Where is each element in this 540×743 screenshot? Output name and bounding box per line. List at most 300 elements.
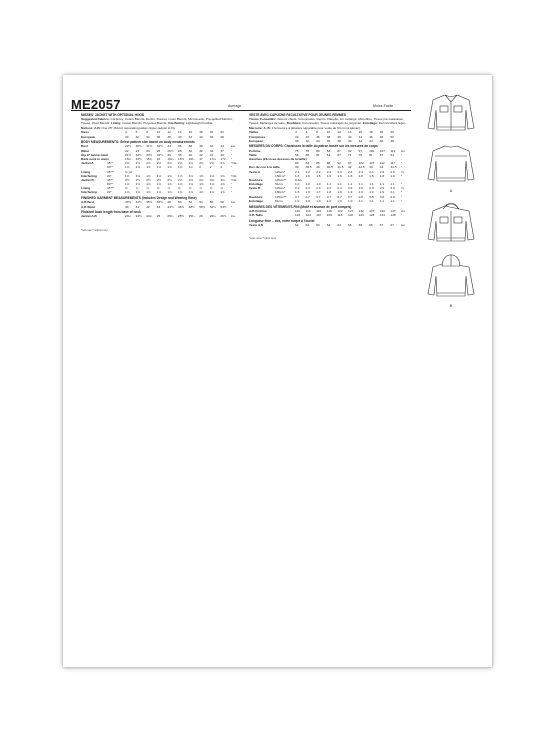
- cell-value: 0.7: [337, 194, 342, 199]
- cell-value: ": [231, 204, 233, 209]
- fabric-width: 150cm*: [275, 190, 286, 195]
- en-fabrics: Suggested Fabrics: Corduroy, Cotton Blends, Denim, Flannel, Linen Blends, Microsuede, Pre-quilted Fabrics, Tweed, Wool Blends. Lining: Cotton Blends, Polyester Blends. Interfacing: Lightweight Fusible.: [81, 116, 233, 125]
- cell-value: 25: [156, 148, 161, 153]
- cell-value: 26: [199, 214, 203, 219]
- cell-value: 16¾: [188, 156, 195, 161]
- cell-value: 1.7: [316, 190, 321, 195]
- cell-value: 34: [209, 148, 214, 153]
- pattern-sheet: [63, 75, 492, 667]
- cell-value: 14: [178, 130, 182, 135]
- cell-value: 81: [369, 152, 373, 157]
- cell-value: 2: [220, 165, 223, 170]
- cell-value: 26¼: [209, 214, 216, 219]
- cell-value: 25¼: [167, 214, 174, 219]
- cell-value: 45½: [146, 200, 153, 205]
- cell-value: 127: [348, 208, 354, 213]
- row-label: Tailles: [249, 130, 259, 135]
- pattern-number: ME2057: [71, 97, 121, 112]
- cell-value: 8: [146, 130, 148, 135]
- cell-value: 1⅝: [209, 173, 215, 178]
- length-row: [249, 223, 409, 227]
- cell-value: 1.6: [326, 173, 332, 178]
- row-label: Lining: [81, 186, 91, 191]
- cell-value: 1.6: [305, 190, 310, 195]
- cell-value: 62: [305, 222, 310, 227]
- fabric-width: 20": [107, 173, 112, 178]
- cell-value: 1.8: [358, 173, 363, 178]
- cell-value: 1.6: [295, 190, 300, 195]
- cell-value: 1.1: [337, 182, 342, 187]
- cell-value: 62: [295, 222, 299, 227]
- cell-value: 39: [295, 165, 299, 170]
- cell-value: 2⅝: [178, 177, 183, 182]
- row-label: Européen: [249, 138, 264, 143]
- cell-value: 1⅝: [167, 173, 172, 178]
- cell-value: 102: [295, 212, 301, 217]
- cell-value: 32: [199, 148, 203, 153]
- cell-value: 2⅝: [178, 161, 183, 166]
- row-label: A,B Taille: [249, 212, 263, 217]
- cell-value: 15¾: [146, 156, 153, 161]
- cell-value: ": [231, 186, 233, 191]
- cell-value: 1⅝: [125, 190, 130, 195]
- en-finished-table: [81, 200, 239, 208]
- cell-value: 20: [379, 130, 384, 135]
- cell-value: 2.6: [390, 169, 395, 174]
- cell-value: 102: [358, 161, 364, 166]
- row-label: European: [81, 134, 96, 139]
- row-label: Hip 9" below waist: [81, 152, 109, 157]
- cell-value: 3.0: [390, 186, 395, 191]
- cell-value: 63: [316, 222, 320, 227]
- row-label: Back neck to waist: [81, 156, 109, 161]
- cell-value: 43½: [125, 200, 132, 205]
- row-label: Doublure: [249, 194, 263, 199]
- cell-value: Yds.: [231, 173, 238, 178]
- row-label: A,B Waist: [81, 204, 96, 209]
- cell-value: 137: [369, 208, 375, 213]
- cell-value: 36: [167, 152, 171, 157]
- fabric-width: 150cm*: [275, 173, 286, 178]
- row-label: Jacket A,B: [81, 214, 97, 219]
- cell-value: 88: [326, 161, 331, 166]
- cell-value: 0.7: [305, 194, 310, 199]
- cell-value: cm: [401, 222, 406, 227]
- cell-value: 46½: [178, 204, 185, 209]
- cell-value: ⅝: [220, 186, 223, 191]
- cell-value: 40: [125, 204, 129, 209]
- row-label: Interfacing: [81, 190, 97, 195]
- cell-value: 83: [305, 161, 310, 166]
- cell-value: 2.9: [348, 186, 353, 191]
- interfacing-row: [249, 199, 409, 203]
- cell-value: ⅝: [209, 186, 213, 191]
- cell-value: 40: [178, 134, 182, 139]
- cell-value: 38: [337, 138, 341, 143]
- cell-value: 44: [379, 165, 384, 170]
- cell-value: 34: [167, 144, 171, 149]
- cell-value: 1⅝: [199, 190, 204, 195]
- cell-value: 1⅝: [146, 190, 151, 195]
- cell-value: 0.8: [390, 194, 395, 199]
- cell-value: 18: [369, 130, 373, 135]
- cell-value: 1.0: [305, 198, 310, 203]
- cell-value: 44: [220, 144, 224, 149]
- cell-value: 1⅝: [135, 190, 140, 195]
- cell-value: 1.0: [348, 198, 353, 203]
- technical-drawings: [425, 92, 477, 314]
- cell-value: 30: [188, 148, 193, 153]
- cell-value: 118: [326, 208, 332, 213]
- cell-value: 83: [326, 148, 331, 153]
- cell-value: ⅝: [167, 186, 170, 191]
- row-label: Sizes: [81, 130, 89, 135]
- cell-value: ": [401, 152, 403, 157]
- cell-value: 1.1: [390, 182, 395, 187]
- cell-value: 36: [326, 138, 331, 143]
- cell-value: 2½: [135, 177, 140, 182]
- cell-value: 54: [199, 200, 203, 205]
- cell-value: ": [231, 190, 233, 195]
- jacket-a-back-drawing: [425, 143, 477, 193]
- cell-value: 97: [358, 148, 363, 153]
- cell-value: 52½: [209, 204, 216, 209]
- cell-value: 16: [358, 130, 363, 135]
- cell-value: 64: [337, 222, 341, 227]
- cell-value: 17: [199, 156, 203, 161]
- cell-value: 58: [305, 152, 310, 157]
- cell-value: 2.1: [390, 190, 395, 195]
- cell-value: 112: [379, 161, 385, 166]
- cell-value: 42: [348, 134, 352, 139]
- cell-value: 1⅝: [199, 182, 204, 187]
- cell-value: 36: [156, 134, 161, 139]
- cell-value: ins.: [231, 214, 236, 219]
- cell-value: 2½: [146, 177, 151, 182]
- row-label: Doublure: [249, 177, 263, 182]
- cell-value: 44: [369, 138, 373, 143]
- row-label: Entoilage: [249, 198, 263, 203]
- cell-value: 6: [305, 130, 308, 135]
- cell-value: ⅝: [146, 186, 149, 191]
- cell-value: m: [401, 169, 404, 174]
- cell-value: 1.8: [369, 173, 374, 178]
- row-label: Dos du cou à la taille: [249, 165, 280, 170]
- cell-value: 1⅝: [199, 173, 204, 178]
- row-label: Françaises: [249, 134, 266, 139]
- cell-value: 0.7: [295, 194, 300, 199]
- cell-value: 1.1: [358, 198, 363, 203]
- cell-value: 34: [316, 138, 320, 143]
- cell-value: ": [401, 212, 403, 217]
- fabric-width: 60"*: [107, 182, 113, 187]
- cell-value: 2.1: [295, 169, 300, 174]
- row-label: Taille: [249, 152, 257, 157]
- fit-level-fr: Moins Facile: [373, 104, 394, 108]
- cell-value: 54½: [220, 204, 227, 209]
- cell-value: 1⅝: [135, 182, 140, 187]
- cell-value: 1⅝: [135, 173, 140, 178]
- cell-value: 10: [326, 130, 331, 135]
- cell-value: ": [231, 152, 233, 157]
- cell-value: 22: [125, 148, 129, 153]
- cell-value: ": [401, 182, 403, 187]
- cell-value: 22: [220, 130, 224, 135]
- cell-value: 32½: [156, 144, 163, 149]
- cell-value: 26½: [167, 148, 174, 153]
- cell-value: cm: [401, 148, 406, 153]
- fabric-width: 45"**: [107, 186, 114, 191]
- cell-value: 15½: [135, 156, 142, 161]
- cell-value: 29½: [125, 144, 132, 149]
- fr-body-heading: MESURES DU CORPS: Choisissez la taille du patron basée sur les mesures du corps: [249, 144, 378, 149]
- cell-value: 65: [348, 222, 352, 227]
- cell-value: 20: [209, 130, 214, 135]
- cell-value: 24¾: [146, 214, 153, 219]
- row-label: Waist: [81, 148, 90, 153]
- row-label: Poitrine: [249, 148, 261, 153]
- cell-value: 1¾: [188, 165, 193, 170]
- cell-value: 12: [167, 130, 171, 135]
- cell-value: 48½: [188, 204, 195, 209]
- cell-value: 107: [379, 148, 385, 153]
- cell-value: 2⅝: [125, 161, 130, 166]
- row-label: Bust: [81, 144, 88, 149]
- cell-value: 25¾: [188, 214, 195, 219]
- jacket-b-back-drawing: [425, 254, 477, 308]
- cell-value: 67: [390, 222, 394, 227]
- cell-value: 50: [390, 134, 394, 139]
- cell-value: ": [231, 182, 233, 187]
- jacket-b-front-drawing: [425, 199, 477, 248]
- cell-value: 2.3: [305, 186, 310, 191]
- cell-value: ⅝: [188, 186, 192, 191]
- cell-value: 48: [379, 134, 384, 139]
- cell-value: 14: [348, 130, 352, 135]
- cell-value: 46½: [156, 200, 163, 205]
- cell-value: 2⅝: [199, 177, 204, 182]
- cell-value: 97: [348, 161, 352, 166]
- cell-value: 30½: [135, 144, 142, 149]
- cell-value: 71: [348, 152, 352, 157]
- cell-value: 1.8: [326, 190, 332, 195]
- fr-length-heading: Longueur finie – dos, votre nuque à l'ourlet: [249, 218, 315, 223]
- cell-value: 42: [199, 152, 203, 157]
- cell-value: 0.8: [358, 194, 363, 199]
- cell-value: 2.2: [295, 186, 300, 191]
- cell-value: 1.9: [379, 190, 385, 195]
- cell-value: 1.0: [295, 198, 300, 203]
- cell-value: 1.0: [326, 198, 332, 203]
- cell-value: 67: [379, 222, 384, 227]
- view-label-b: B: [449, 303, 453, 308]
- cell-value: 1⅝: [220, 182, 225, 187]
- cell-value: 142: [379, 208, 385, 213]
- cell-value: 117: [390, 161, 396, 166]
- cell-value: 32½: [135, 152, 142, 157]
- cell-value: 1⅝: [178, 165, 183, 170]
- fabric-width: 115cm**: [275, 194, 287, 199]
- cell-value: 128: [369, 212, 375, 217]
- cell-value: 1⅝: [209, 182, 215, 187]
- cell-value: 2.4: [337, 186, 342, 191]
- cell-value: 43: [156, 204, 161, 209]
- cell-value: 16½: [178, 156, 185, 161]
- cell-value: 48: [390, 138, 394, 143]
- fabric-width: 45"**: [107, 169, 114, 174]
- cell-value: 1.6: [316, 173, 321, 178]
- cell-value: 102: [369, 148, 375, 153]
- cell-value: 46: [369, 134, 373, 139]
- cell-value: 1⅝: [146, 173, 151, 178]
- fabric-width: 115cm**: [275, 177, 287, 182]
- cell-value: 18: [199, 130, 203, 135]
- cell-value: 2: [199, 165, 201, 170]
- cell-value: 133: [379, 212, 385, 217]
- view-label-a: A: [449, 188, 453, 193]
- cell-value: 38: [167, 134, 171, 139]
- fit-level-en: Average: [228, 104, 242, 108]
- cell-value: 8: [316, 130, 318, 135]
- cell-value: 2⅝: [188, 161, 193, 166]
- fr-length-table: [249, 223, 409, 227]
- row-label: Interfacing: [81, 173, 97, 178]
- cell-value: 52: [188, 200, 193, 205]
- cell-value: 42.5: [358, 165, 365, 170]
- french-column: [249, 111, 409, 241]
- cell-value: 92: [337, 161, 341, 166]
- cell-value: 75: [295, 148, 299, 153]
- row-label: Veste A: [249, 169, 261, 174]
- cell-value: 1⅝: [125, 165, 130, 170]
- cell-value: 1.6: [337, 173, 342, 178]
- cell-value: 1⅝: [125, 173, 130, 178]
- cell-value: 10: [156, 130, 161, 135]
- row-label: Entoilage: [249, 182, 263, 187]
- fr-footnote: *avec sens **sans sens: [249, 236, 277, 240]
- cell-value: 24½: [135, 214, 142, 219]
- cell-value: 78: [305, 148, 310, 153]
- cell-value: ⅝: [125, 186, 128, 191]
- en-footnote: *with nap **without nap: [81, 228, 108, 232]
- cell-value: 87: [379, 152, 384, 157]
- cell-value: ": [401, 161, 403, 166]
- cell-value: 64: [326, 222, 331, 227]
- cell-value: 112: [390, 148, 396, 153]
- cell-value: 66: [369, 222, 373, 227]
- cell-value: 43: [369, 165, 373, 170]
- cell-value: 113: [337, 212, 343, 217]
- cell-value: 48: [220, 134, 224, 139]
- fr-size-table: [249, 130, 409, 143]
- finished-row: [249, 213, 409, 217]
- finished-row: [81, 205, 239, 209]
- cell-value: 40: [337, 134, 341, 139]
- cell-value: 32: [295, 134, 299, 139]
- cell-value: 107: [316, 212, 322, 217]
- cell-value: 92: [348, 148, 352, 153]
- cell-value: 40: [348, 138, 352, 143]
- cell-value: 1.1: [379, 198, 385, 203]
- cell-value: 1.1: [369, 182, 374, 187]
- cell-value: 42: [188, 134, 193, 139]
- cell-value: 1.8: [348, 173, 353, 178]
- cell-value: 1.0: [305, 182, 310, 187]
- cell-value: 4: [125, 130, 127, 135]
- cell-value: 1⅝: [220, 173, 225, 178]
- cell-value: 2½: [125, 177, 130, 182]
- cell-value: 94: [390, 152, 394, 157]
- cell-value: 12: [337, 130, 341, 135]
- cell-value: 2.4: [369, 169, 374, 174]
- cell-value: 0.3m: [295, 177, 302, 182]
- cell-value: 42: [209, 144, 214, 149]
- cell-value: 2.4: [358, 169, 363, 174]
- cell-value: 0.8: [379, 194, 385, 199]
- cell-value: 16¼: [167, 156, 174, 161]
- cell-value: 107: [369, 161, 375, 166]
- cell-value: 1.1: [326, 182, 332, 187]
- cell-value: 2.3: [337, 169, 342, 174]
- cell-value: ⅝: [199, 186, 202, 191]
- cell-value: 30: [295, 138, 299, 143]
- cell-value: ": [401, 173, 403, 178]
- cell-value: 50: [178, 200, 182, 205]
- cell-value: ": [231, 156, 233, 161]
- cell-value: 110: [295, 208, 300, 213]
- fabric-width: 115cm*: [275, 186, 286, 191]
- cell-value: 80: [316, 148, 320, 153]
- en-length-heading: Finished back length from base of neck: [81, 210, 141, 215]
- cell-value: 2.2: [316, 169, 321, 174]
- cell-value: 1.0: [316, 182, 321, 187]
- fabric-width: 20": [107, 190, 112, 195]
- row-label: Veste B: [249, 186, 261, 191]
- cell-value: 2.9: [358, 186, 363, 191]
- length-row: [81, 214, 239, 218]
- cell-value: 2⅝: [188, 177, 193, 182]
- cell-value: 34: [146, 134, 150, 139]
- fr-finished-table: [249, 209, 409, 217]
- cell-value: ⅝ yd.: [125, 169, 133, 174]
- row-label: Jacket B: [81, 177, 94, 182]
- cell-value: 116: [316, 208, 322, 213]
- cell-value: 16: [156, 156, 161, 161]
- fabric-width: 45"*: [107, 161, 113, 166]
- fr-title: VESTE AVEC CAPUCHE FACULTATIVE POUR JEUNES FEMMES: [249, 112, 346, 117]
- cell-value: ⅝: [178, 186, 181, 191]
- cell-value: 1⅝: [135, 165, 140, 170]
- cell-value: 1⅝: [188, 182, 193, 187]
- cell-value: 87: [337, 148, 341, 153]
- cell-value: 64: [326, 152, 331, 157]
- cell-value: 1⅝: [146, 182, 151, 187]
- cell-value: 38: [188, 144, 193, 149]
- cell-value: 23: [135, 148, 140, 153]
- cell-value: 42: [358, 138, 363, 143]
- row-label: Jacket A: [81, 161, 94, 166]
- cell-value: 34: [305, 134, 310, 139]
- cell-value: 1.9: [369, 190, 374, 195]
- european-sizes-row: [249, 139, 409, 143]
- jacket-a-front-drawing: [425, 92, 477, 137]
- cell-value: 61: [316, 152, 320, 157]
- cell-value: 17⅛: [209, 156, 216, 161]
- row-label: A,B Bust: [81, 200, 95, 205]
- interfacing-row: [81, 190, 239, 194]
- cell-value: 1⅝: [209, 190, 215, 195]
- cell-value: 31½: [146, 144, 153, 149]
